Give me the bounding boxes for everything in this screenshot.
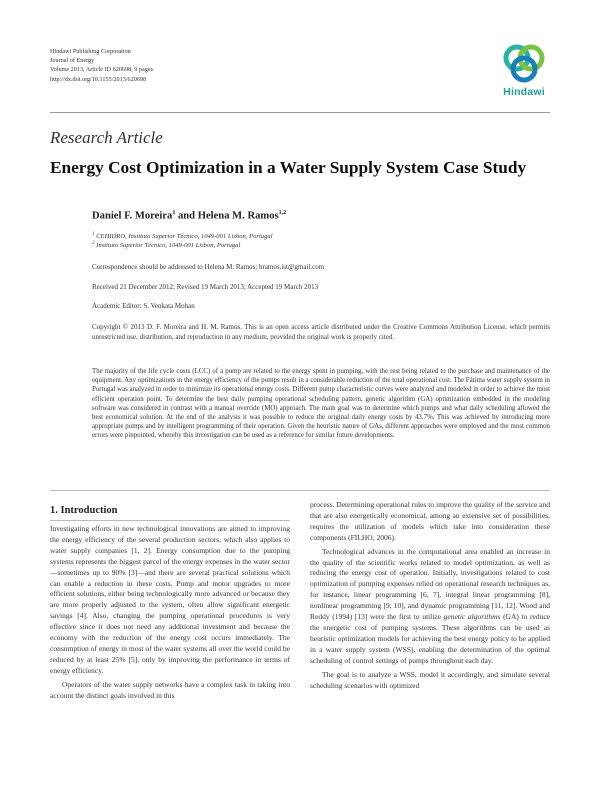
right-column [310,500,550,691]
paragraph-text: (GA) to reduce the energetic cost of pumping systems. These algorithms can be used as heuristic optimization models for achieving the best energy policy to be applied in a water supply system (WSS), enabling the determination of the optimal scheduling of control settings of pumps throughout each day. [310,612,550,665]
author-name: Helena M. Ramos [197,210,279,222]
doi-link[interactable]: http://dx.doi.org/10.1155/2013/620698 [50,75,147,83]
emphasized-term: genetic algorithms [443,612,501,622]
affiliation-text: CEHIDRO, Instituto Superior Técnico, 1049-001 Lisbon, Portugal [96,233,273,241]
affiliation-text: Instituto Superior Técnico, 1049-001 Lisbon, Portugal [96,242,241,250]
author-affiliation-mark: 1,2 [278,210,287,216]
received-dates: Received 21 December 2012; Revised 19 March 2013; Accepted 19 March 2013 [92,283,319,291]
academic-editor: Academic Editor: S. Venkata Mohan [92,302,195,310]
affiliation-2 [92,241,240,249]
paragraph [310,547,550,667]
section-heading: 1. Introduction [50,505,118,516]
left-column [50,524,290,702]
hindawi-rings-icon [500,42,548,84]
section-heading-rule [50,520,290,521]
publication-info [50,47,153,84]
header-divider [50,112,550,113]
paragraph-text: Technological advances in the computational area enabled an increase in the quality of the scientific works related to model optimization, as well as reducing the energy cost of operation. Initially, investigations related to cost optimization of pumping expenses relied on operational research techniques as, for instance, linear programming [6, 7], integral linear programming [8], nonlinear programming [9, 10], and dynamic programming [11, 12]. Wood and Reddy (1994) [13] were the first to utilize [310,546,550,622]
affiliation-mark: 1 [92,232,95,237]
paragraph: Investigating efforts in new technological innovations are aimed to improving the energy efficiency of the several production sectors, which also applies to water supply companies [1, 2]. Energy consumption due to the pumping systems represents the biggest parcel of the energy expenses in the water sector—sometimes up to 90% [3]—and there are several practical solutions which can enable a reduction in these costs. Pump and motor upgrades to more efficient solutions, either being technologically more advanced or because they are more properly adjusted to the system, often allow significant energetic savings [4]. Also, changing the pumping operational procedures is very effective since it does not need any additional investment and because the economy with the reduction of the energy cost occurs immediately. The consumption of energy in most of the water systems all over the world could be reduced by at least 25% [5], only by improving the performance in terms of energy efficiency. [50,524,290,675]
volume-info: Volume 2013, Article ID 620698, 9 pages [50,66,153,74]
publisher-name: Hindawi Publishing Corporation [50,48,131,55]
author-list [92,210,286,222]
paragraph: Operators of the water supply networks have a complex task in taking into account the distinct goals involved in this [50,679,290,700]
author-affiliation-mark: 1 [172,210,176,216]
author-joiner: and [175,210,198,222]
paragraph: The goal is to analyze a WSS, model it accordingly, and simulate several scheduling scenarios with optimized [310,669,550,690]
correspondence: Correspondence should be addressed to Helena M. Ramos; hramos.ist@gmail.com [92,263,325,271]
abstract-divider [50,490,550,491]
hindawi-logo [500,42,548,100]
affiliation-mark: 2 [92,241,95,246]
abstract: The majority of the life cycle costs (LCC) of a pump are related to the energy spent in pumping, with the rest being related to the purchase and maintenance of the equipment. Any optimizations in the energy efficiency of the pumps result in a considerable reduction of the total operational cost. The Fátima water supply system in Portugal was analyzed in order to minimize its operational energy costs. Different pump characteristic curves were analyzed and modeled in order to achieve the most efficient operation point. To determine the best daily pumping operational scheduling pattern, genetic algorithm (GA) optimization embedded in the modeling software was considered in contrast with a manual override (MO) approach. The main goal was to determine which pumps and what daily scheduling allowed the best economical solution. At the end of the analysis it was possible to reduce the original daily energy costs by 43.7%. This was achieved by introducing more appropriate pumps and by intelligent programming of their operation. Given the heuristic nature of GAs, different approaches were employed and the most common errors were pinpointed, whereby this investigation can be used as a reference for similar future developments. [92,368,551,440]
journal-name: Journal of Energy [50,57,95,65]
paragraph: process. Determining operational rules to improve the quality of the service and that are also energetically economical, among an extensive set of possibilities, requires the utilization of models which take into consideration these components (FILHO, 2006). [310,500,550,542]
affiliation-1 [92,232,273,240]
article-title: Energy Cost Optimization in a Water Supply System Case Study [50,158,527,177]
author-name: Daniel F. Moreira [92,210,173,222]
logo-wordmark: Hindawi [503,86,545,98]
copyright-notice: Copyright © 2013 D. F. Moreira and H. M. Ramos. This is an open access article distributed under the Creative Commons Attribution License, which permits unrestricted use, distribution, and reproduction in any medium, provided the original work is properly cited. [92,323,550,342]
article-type: Research Article [50,128,163,147]
